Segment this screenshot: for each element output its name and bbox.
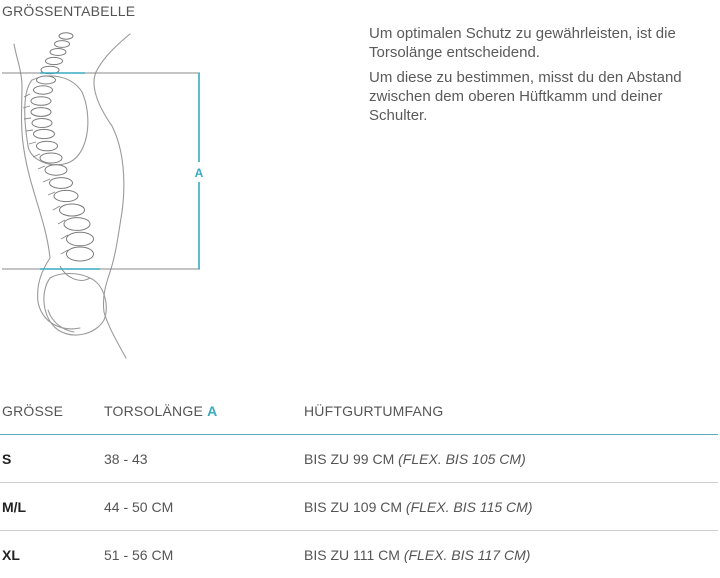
- hip-cell: [302, 531, 718, 578]
- header-hip: HÜFTGURTUMFANG: [302, 388, 718, 435]
- header-torso-marker: A: [207, 403, 217, 419]
- torso-cell: 51 - 56 CM: [102, 531, 302, 578]
- size-table: [0, 388, 718, 578]
- hip-value: BIS ZU 109 CM: [304, 499, 402, 515]
- intro-paragraph: Um diese zu bestimmen, misst du den Abstand zwischen dem oberen Hüftkamm und deiner Schulter.: [369, 68, 709, 125]
- hip-flex: (FLEX. BIS 117 CM): [404, 547, 531, 563]
- torso-cell: 38 - 43: [102, 435, 302, 483]
- header-torso: [102, 388, 302, 435]
- size-cell: S: [0, 435, 102, 483]
- torso-spine-illustration: [0, 22, 215, 362]
- intro-paragraph: Um optimalen Schutz zu gewährleisten, ist die Torsolänge entscheidend.: [369, 24, 709, 62]
- table-row: [0, 435, 718, 483]
- hip-cell: [302, 483, 718, 531]
- table-header-row: [0, 388, 718, 435]
- size-cell: XL: [0, 531, 102, 578]
- hip-cell: [302, 435, 718, 483]
- table-row: [0, 483, 718, 531]
- hip-value: BIS ZU 99 CM: [304, 451, 394, 467]
- intro-text: [369, 24, 709, 131]
- page-title: GRÖSSENTABELLE: [2, 3, 135, 19]
- header-torso-label: TORSOLÄNGE: [104, 403, 203, 419]
- size-cell: M/L: [0, 483, 102, 531]
- torso-cell: 44 - 50 CM: [102, 483, 302, 531]
- hip-flex: (FLEX. BIS 105 CM): [398, 451, 526, 467]
- header-size: GRÖSSE: [0, 388, 102, 435]
- table-row: [0, 531, 718, 578]
- measurement-marker-a: A: [195, 166, 204, 180]
- hip-flex: (FLEX. BIS 115 CM): [406, 499, 533, 515]
- hip-value: BIS ZU 111 CM: [304, 547, 400, 563]
